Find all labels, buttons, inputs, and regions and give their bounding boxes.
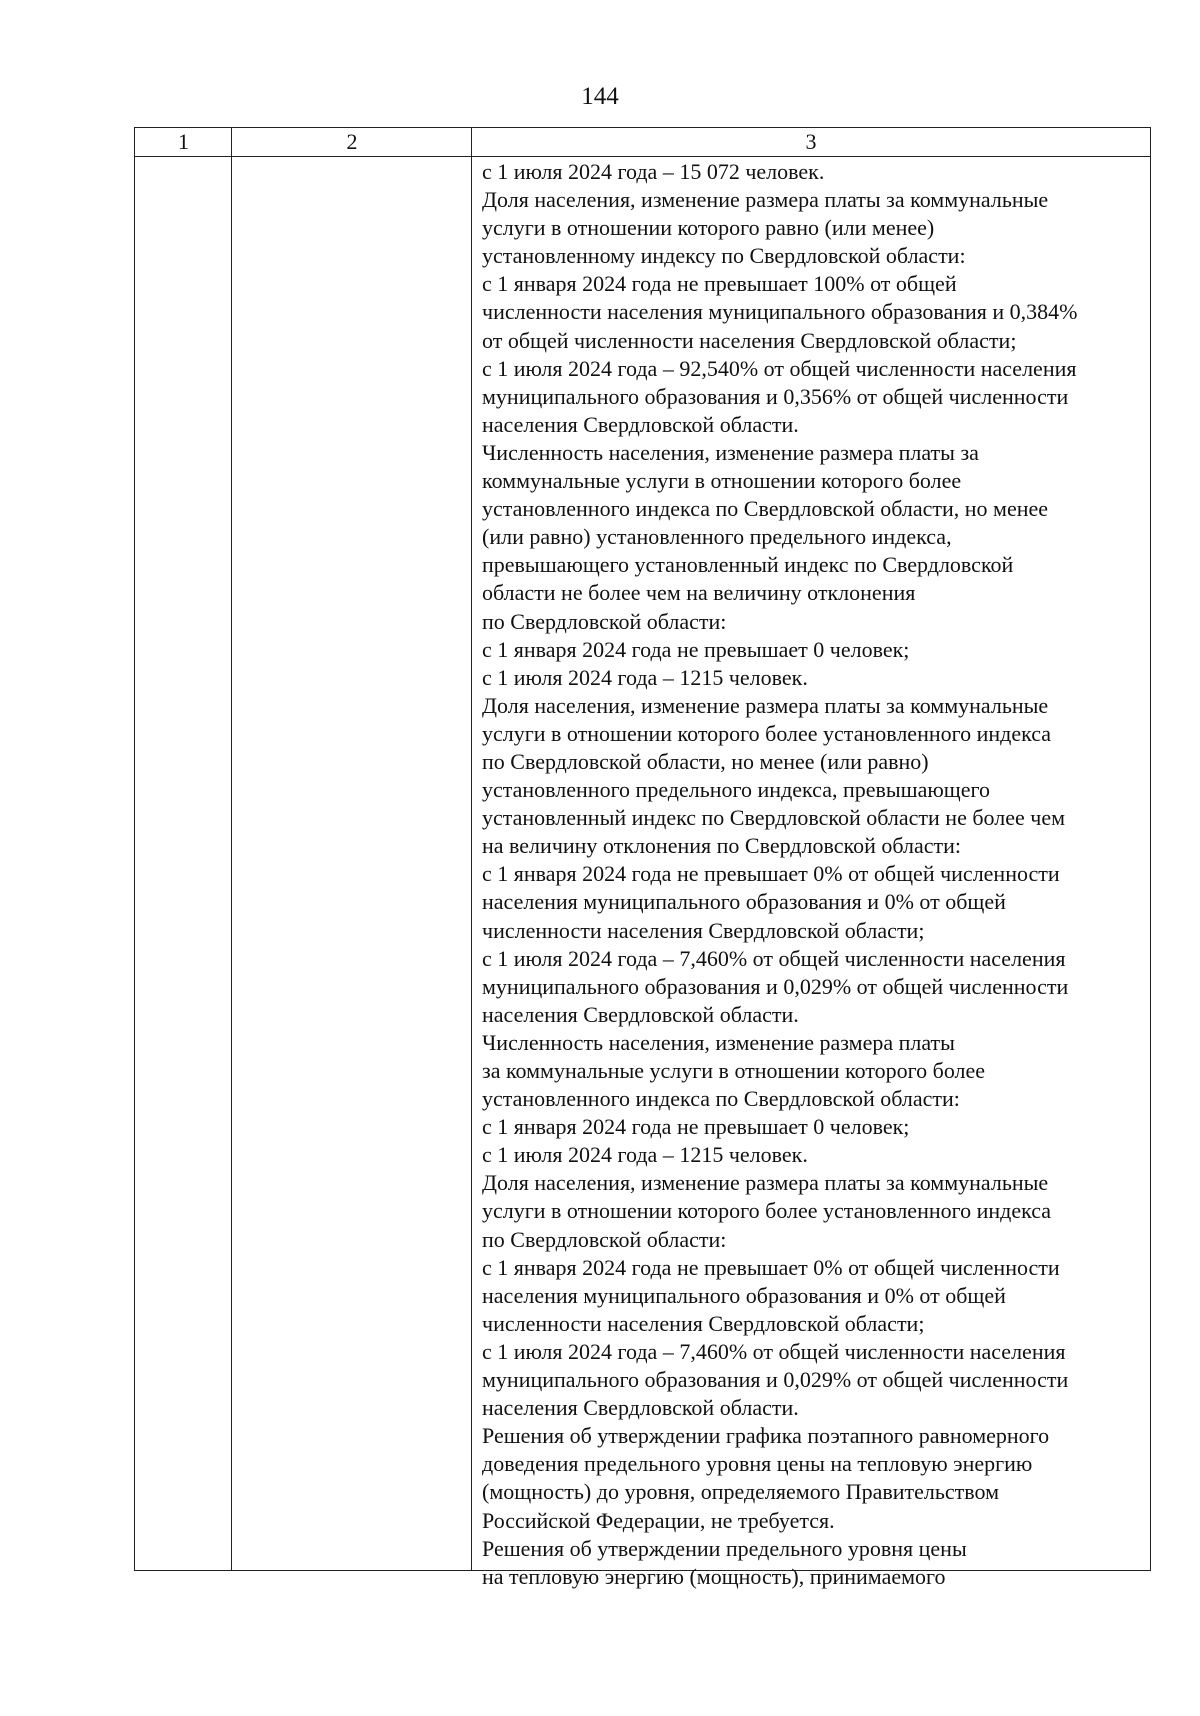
text-line: с 1 января 2024 года не превышает 0% от общей численности — [482, 1254, 1060, 1280]
text-line: (или равно) установленного предельного индекса, — [482, 524, 952, 550]
text-line: области не более чем на величину отклонения — [482, 580, 916, 606]
text-line: Российской Федерации, не требуется. — [482, 1507, 835, 1533]
text-line: услуги в отношении которого более установленного индекса — [482, 1198, 1052, 1224]
text-line: коммунальные услуги в отношении которого более — [482, 468, 962, 494]
text-line: населения Свердловской области. — [482, 1395, 799, 1421]
text-line: с 1 января 2024 года не превышает 0% от общей численности — [482, 861, 1060, 887]
text-line: услуги в отношении которого более установленного индекса — [482, 720, 1052, 746]
column-header-3: 3 — [805, 129, 817, 154]
text-line: населения муниципального образования и 0% от общей — [482, 1282, 1006, 1308]
text-line: с 1 января 2024 года не превышает 0 человек; — [482, 636, 910, 662]
text-line: Доля населения, изменение размера платы за коммунальные — [482, 187, 1049, 213]
text-line: доведения предельного уровня цены на тепловую энергию — [482, 1451, 1033, 1477]
page-number: 144 — [581, 83, 619, 110]
text-line: муниципального образования и 0,356% от общей численности — [482, 383, 1069, 409]
text-line: превышающего установленный индекс по Свердловской — [482, 552, 1014, 578]
text-line: за коммунальные услуги в отношении которого более — [482, 1058, 986, 1083]
text-line: муниципального образования и 0,029% от общей численности — [482, 973, 1069, 999]
text-line: Численность населения, изменение размера платы за — [482, 439, 979, 465]
text-line: Решения об утверждении предельного уровня цены — [482, 1535, 967, 1561]
text-line: (мощность) до уровня, определяемого Правительством — [482, 1479, 1000, 1505]
text-line: с 1 июля 2024 года – 7,460% от общей численности населения — [482, 1338, 1066, 1364]
column-header-2: 2 — [346, 129, 358, 154]
text-line: с 1 июля 2024 года – 1215 человек. — [482, 664, 808, 690]
text-line: численности населения Свердловской области; — [482, 1310, 925, 1336]
text-line: установленного индекса по Свердловской области, но менее — [482, 496, 1049, 522]
text-line: численности населения муниципального образования и 0,384% — [482, 299, 1078, 325]
text-line: услуги в отношении которого равно (или менее) — [482, 215, 935, 241]
text-line: Доля населения, изменение размера платы за коммунальные — [482, 1170, 1049, 1196]
text-line: по Свердловской области, но менее (или равно) — [482, 748, 929, 774]
text-line: с 1 января 2024 года не превышает 0 человек; — [482, 1114, 910, 1140]
text-line: с 1 января 2024 года не превышает 100% от общей — [482, 271, 957, 297]
text-line: Доля населения, изменение размера платы за коммунальные — [482, 692, 1049, 718]
text-line: по Свердловской области: — [482, 1226, 727, 1252]
text-line: установленный индекс по Свердловской области не более чем — [482, 805, 1065, 831]
text-line: населения Свердловской области. — [482, 1001, 799, 1027]
column-divider-1 — [231, 128, 232, 1570]
column-3-text — [482, 158, 1147, 1591]
text-line: на величину отклонения по Свердловской области: — [482, 833, 961, 859]
text-line: Решения об утверждении графика поэтапного равномерного — [482, 1423, 1050, 1449]
text-line: населения Свердловской области. — [482, 411, 799, 437]
text-line: с 1 июля 2024 года – 92,540% от общей численности населения — [482, 355, 1077, 381]
text-line: с 1 июля 2024 года – 1215 человек. — [482, 1142, 808, 1168]
document-table — [134, 127, 1151, 1589]
text-line: с 1 июля 2024 года – 15 072 человек. — [482, 159, 825, 184]
text-line: Численность населения, изменение размера платы — [482, 1029, 955, 1055]
text-line: от общей численности населения Свердловской области; — [482, 327, 1017, 353]
text-line: установленного индекса по Свердловской области: — [482, 1086, 960, 1112]
text-line: установленного предельного индекса, превышающего — [482, 777, 990, 803]
column-header-1: 1 — [178, 129, 189, 154]
column-divider-2 — [471, 128, 472, 1570]
text-line: установленному индексу по Свердловской области: — [482, 243, 966, 269]
text-line: по Свердловской области: — [482, 608, 727, 634]
text-line: численности населения Свердловской области; — [482, 917, 925, 943]
header-divider — [135, 156, 1150, 157]
text-line: муниципального образования и 0,029% от общей численности — [482, 1367, 1069, 1393]
text-line: населения муниципального образования и 0% от общей — [482, 889, 1006, 915]
text-line: на тепловую энергию (мощность), принимаемого — [482, 1563, 946, 1589]
text-line: с 1 июля 2024 года – 7,460% от общей численности населения — [482, 945, 1066, 971]
